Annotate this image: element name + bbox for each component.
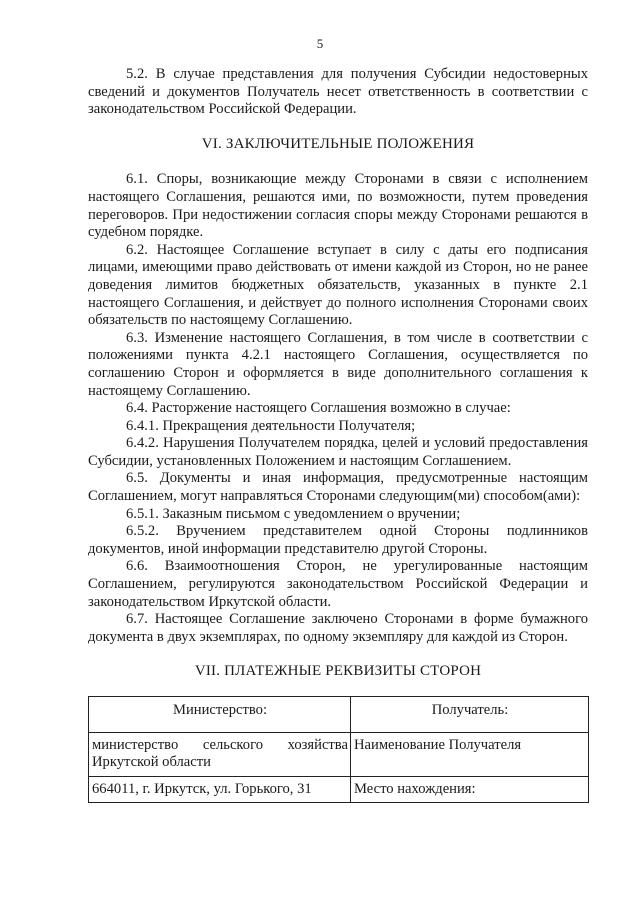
page-number: 5 <box>316 36 324 51</box>
paragraph-6-5: 6.5. Документы и иная информация, предусмотренные настоящим Соглашением, могут направляться Сторонами следующим(ми) способом(ами): <box>88 470 588 505</box>
paragraph-6-7: 6.7. Настоящее Соглашение заключено Сторонами в форме бумажного документа в двух экземплярах, по одному экземпляру для каждой из Сторон. <box>88 611 588 645</box>
table-header-row <box>89 697 589 733</box>
paragraph-6-3: 6.3. Изменение настоящего Соглашения, в том числе в соответствии с положениями пункта 4.2.1 настоящего Соглашения, осуществляется по соглашению Сторон и оформляется в виде дополнительного соглашения к настоящему Соглашению. <box>88 329 588 399</box>
table-row <box>89 776 589 803</box>
recipient-name-cell: Наименование Получателя <box>351 732 589 776</box>
paragraph-6-4-2: 6.4.2. Нарушения Получателем порядка, целей и условий предоставления Субсидии, установленных Положением и настоящим Соглашением. <box>88 435 588 469</box>
recipient-location-cell: Место нахождения: <box>351 776 589 803</box>
payment-details-table <box>88 696 589 803</box>
ministry-name: министерство сельского хозяйства Иркутской области <box>92 736 348 771</box>
header-recipient: Получатель: <box>351 697 589 733</box>
paragraph-6-4: 6.4. Расторжение настоящего Соглашения возможно в случае: <box>126 400 511 417</box>
paragraph-6-5-2: 6.5.2. Вручением представителем одной Стороны подлинников документов, иной информации представителю другой Стороны. <box>88 523 588 557</box>
paragraph-6-2: 6.2. Настоящее Соглашение вступает в силу с даты его подписания лицами, имеющими право действовать от имени каждой из Сторон, но не ранее доведения лимитов бюджетных обязательств, указанных в пункте 2.1 настоящего Соглашения, и действует до полного исполнения Сторонами своих обязательств по настоящему Соглашению. <box>88 241 588 329</box>
paragraph-6-5-1: 6.5.1. Заказным письмом с уведомлением о вручении; <box>126 505 461 522</box>
paragraph-6-1: 6.1. Споры, возникающие между Сторонами в связи с исполнением настоящего Соглашения, решаются ими, по возможности, путем проведения переговоров. При недостижении согласия споры между Сторонами решаются в судебном порядке. <box>88 171 588 241</box>
section-6-title: VI. ЗАКЛЮЧИТЕЛЬНЫЕ ПОЛОЖЕНИЯ <box>201 135 475 152</box>
section-7-title: VII. ПЛАТЕЖНЫЕ РЕКВИЗИТЫ СТОРОН <box>194 663 482 680</box>
paragraph-6-6: 6.6. Взаимоотношения Сторон, не урегулированные настоящим Соглашением, регулируются законодательством Российской Федерации и законодательством Иркутской области. <box>88 558 588 610</box>
paragraph-6-4-1: 6.4.1. Прекращения деятельности Получателя; <box>126 417 416 434</box>
paragraph-5-2: 5.2. В случае представления для получения Субсидии недостоверных сведений и документов Получатель несет ответственность в соответствии с законодательством Российской Федерации. <box>88 66 588 118</box>
table-row <box>89 732 589 776</box>
document-body <box>88 66 588 803</box>
ministry-name-cell <box>89 732 351 776</box>
header-ministry: Министерство: <box>89 697 351 733</box>
ministry-address-cell: 664011, г. Иркутск, ул. Горького, 31 <box>89 776 351 803</box>
